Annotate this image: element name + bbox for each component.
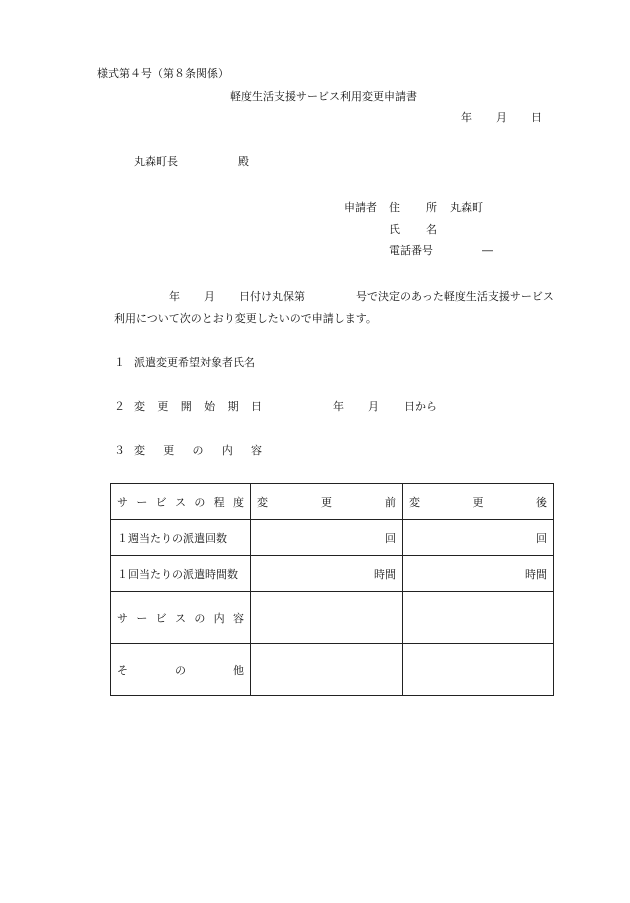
table-header-row: [111, 484, 554, 520]
body-month: 月: [204, 290, 215, 303]
applicant-label: 申請者: [344, 201, 377, 214]
table-row: [111, 556, 554, 592]
addressee-name: 丸森町長: [134, 155, 178, 168]
after-cell: 回: [403, 520, 554, 556]
date-day: 日: [531, 111, 542, 124]
item-2-label: 変 更 開 始 期 日: [134, 400, 262, 413]
before-cell: [251, 644, 403, 696]
header-service-level: サ ー ビ ス の 程 度: [111, 484, 251, 520]
date-month: 月: [496, 111, 507, 124]
before-cell: [251, 592, 403, 644]
item-2-day-from: 日から: [404, 400, 437, 413]
body-line2: 利用について次のとおり変更したいので申請します。: [114, 312, 377, 325]
item-2-month: 月: [368, 400, 379, 413]
table-row: [111, 520, 554, 556]
document-title: 軽度生活支援サービス利用変更申請書: [230, 90, 417, 103]
body-year: 年: [169, 290, 180, 303]
after-cell: [403, 644, 554, 696]
body-rest: 号で決定のあった軽度生活支援サービス: [356, 290, 554, 303]
body-day-ref: 日付け丸保第: [239, 290, 305, 303]
table-row: [111, 592, 554, 644]
row-label: １週当たりの派遣回数: [111, 520, 251, 556]
form-number: 様式第４号（第８条関係）: [97, 67, 229, 80]
before-cell: 時間: [251, 556, 403, 592]
item-3-num: ３: [114, 444, 125, 457]
change-table: [110, 483, 554, 696]
item-2-num: ２: [114, 400, 125, 413]
before-cell: 回: [251, 520, 403, 556]
address-label: 住 所: [389, 201, 437, 214]
item-3-label: 変 更 の 内 容: [134, 444, 262, 457]
name-label: 氏 名: [389, 223, 437, 236]
addressee-honorific: 殿: [238, 155, 249, 168]
phone-dash: ―: [482, 244, 493, 257]
header-before: 変 更 前: [251, 484, 403, 520]
address-value: 丸森町: [450, 201, 483, 214]
after-cell: 時間: [403, 556, 554, 592]
item-1-num: １: [114, 356, 125, 369]
after-cell: [403, 592, 554, 644]
row-label: サ ー ビ ス の 内 容: [111, 592, 251, 644]
table-row: [111, 644, 554, 696]
item-1-label: 派遣変更希望対象者氏名: [134, 356, 255, 369]
row-label: １回当たりの派遣時間数: [111, 556, 251, 592]
phone-label: 電話番号: [389, 244, 433, 257]
date-year: 年: [461, 111, 472, 124]
header-after: 変 更 後: [403, 484, 554, 520]
item-2-year: 年: [333, 400, 344, 413]
row-label: そ の 他: [111, 644, 251, 696]
